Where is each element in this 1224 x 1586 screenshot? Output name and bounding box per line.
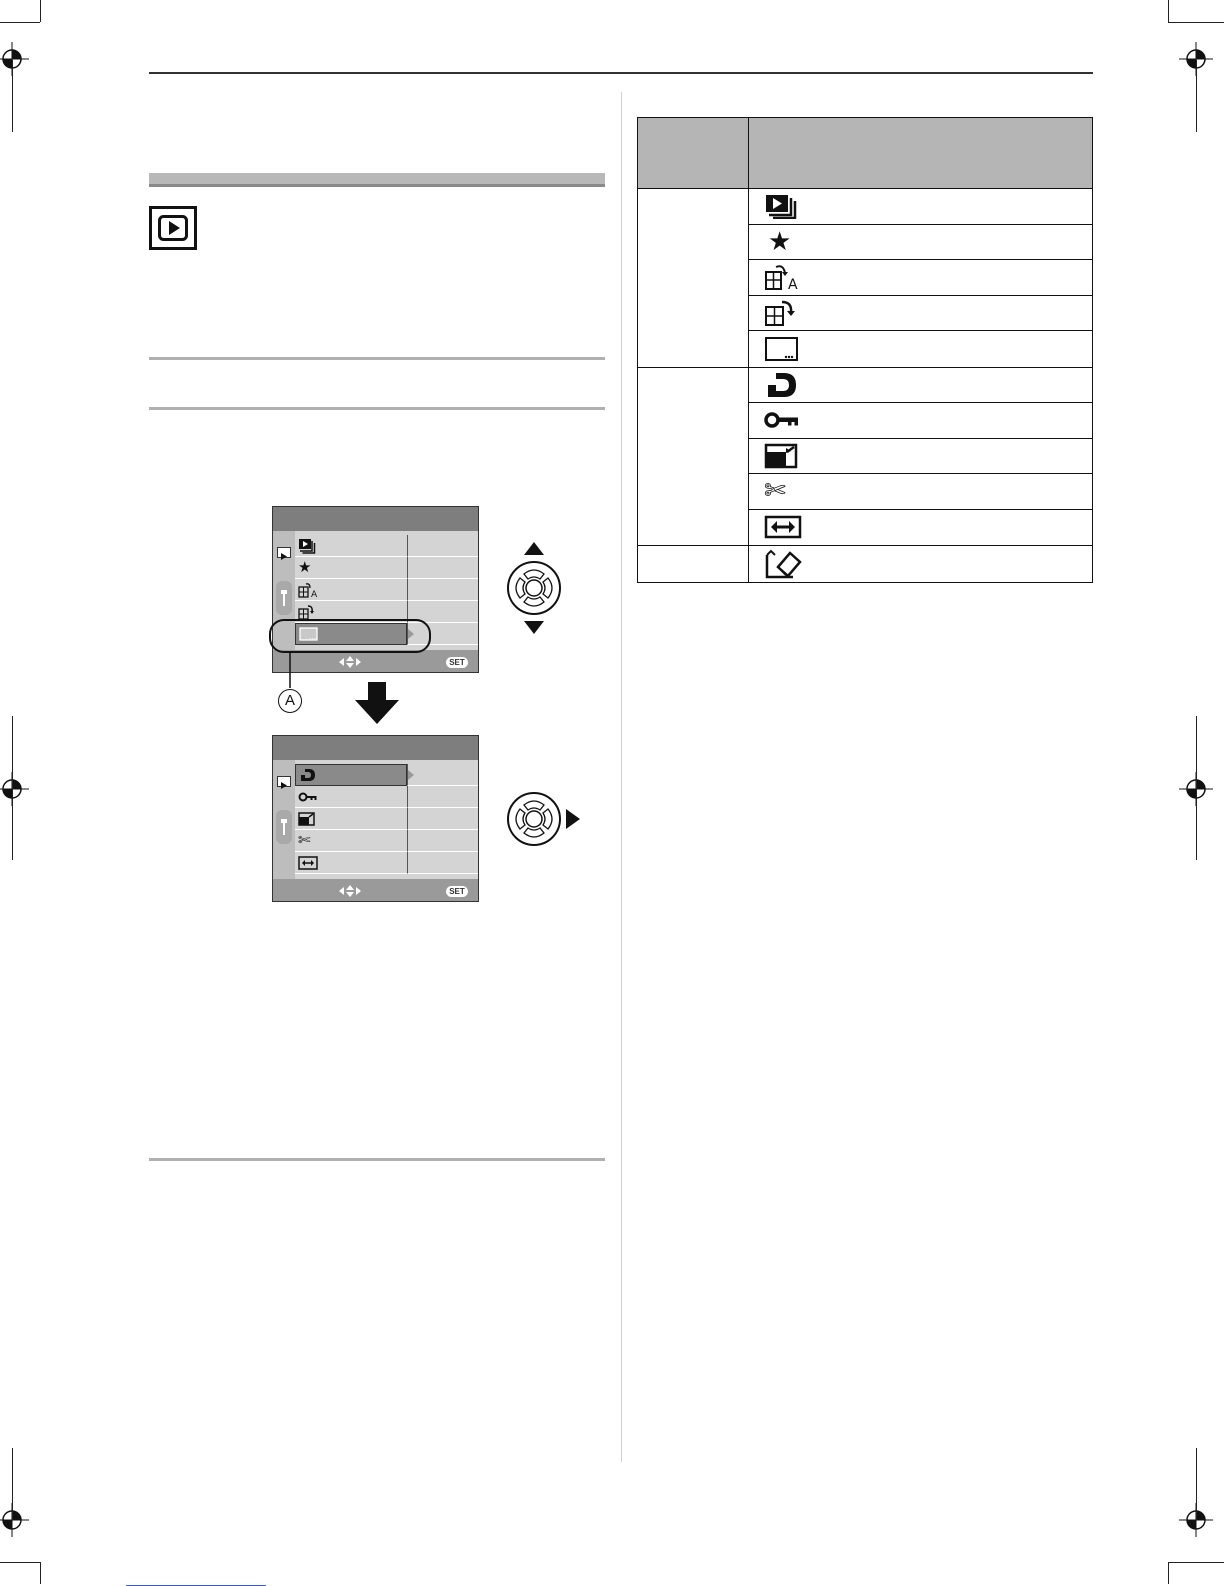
cursor-pad-up-down-icon (502, 540, 566, 636)
svg-text:A: A (311, 589, 318, 598)
crop-mark (1168, 1562, 1224, 1563)
protect-key-icon (764, 410, 800, 430)
playback-tab-icon (277, 547, 291, 558)
table-row (749, 296, 1092, 332)
table-group-1 (638, 189, 1092, 368)
menu-row[interactable] (295, 808, 407, 830)
setup-wrench-icon (276, 581, 292, 615)
lcd-bottom-bar (273, 879, 478, 901)
cursor-pad-right-icon (504, 790, 584, 850)
table-row (749, 403, 1092, 439)
playback-tab-icon (277, 776, 291, 787)
format-eraser-icon (764, 549, 804, 579)
slide-show-icon (764, 193, 798, 219)
menu-row[interactable] (295, 852, 407, 874)
menu-row[interactable] (295, 579, 407, 601)
lcd-tabs (273, 760, 295, 879)
step-divider (149, 1158, 605, 1161)
lcd-value-column (407, 764, 478, 874)
header-rule (149, 72, 1093, 74)
trimming-scissors-icon: ✄ (298, 831, 311, 849)
menu-row[interactable] (295, 830, 407, 852)
group-label-cell (638, 368, 749, 546)
crop-mark (0, 22, 40, 23)
rotate-display-icon (298, 582, 320, 598)
menu-items-table (637, 117, 1093, 583)
crop-mark (1196, 60, 1197, 132)
table-row (749, 368, 1092, 404)
table-row (749, 331, 1092, 367)
registration-mark-icon (0, 1503, 29, 1537)
set-badge: SET (446, 657, 468, 668)
resize-icon (298, 812, 316, 826)
favorites-star-icon: ★ (298, 558, 312, 576)
table-row (749, 189, 1092, 225)
crop-mark (0, 1562, 40, 1563)
four-way-arrows-icon (339, 885, 361, 897)
menu-row[interactable] (295, 535, 407, 557)
lcd-menu-list (295, 764, 407, 874)
down-arrow-icon (355, 682, 399, 724)
favorites-star-icon: ★ (768, 226, 792, 257)
rotate-icon (764, 299, 802, 327)
table-row (749, 546, 1092, 582)
crop-mark (1168, 1562, 1169, 1584)
crop-mark (1168, 0, 1169, 22)
step-divider (149, 357, 605, 360)
protect-key-icon (298, 791, 318, 803)
table-header (638, 118, 1092, 189)
group-label-cell (638, 189, 749, 367)
svg-text:…: … (309, 633, 316, 641)
crop-mark (12, 1448, 13, 1520)
crop-mark (1168, 22, 1224, 23)
table-row (749, 439, 1092, 475)
step-divider (149, 407, 605, 410)
print-dpof-icon (299, 767, 317, 783)
aspect-conversion-icon (764, 515, 802, 539)
lcd-title-bar (273, 507, 478, 531)
lcd-title-bar (273, 736, 478, 760)
crop-mark (40, 1562, 41, 1584)
title-edit-icon (764, 336, 800, 362)
registration-mark-icon (0, 772, 29, 806)
table-row (749, 260, 1092, 296)
table-group-3 (638, 546, 1092, 582)
trimming-scissors-icon: ✄ (764, 476, 786, 507)
rotate-display-icon (764, 263, 802, 291)
menu-row-selected[interactable] (295, 764, 407, 786)
aspect-conversion-icon (298, 856, 318, 870)
lcd-screen-menu-page2 (272, 735, 479, 902)
crop-mark (12, 60, 13, 132)
group-label-cell (638, 546, 749, 582)
svg-text:A: A (788, 277, 798, 292)
print-dpof-icon (764, 371, 798, 399)
section-heading-bar (149, 173, 605, 187)
menu-row[interactable] (295, 786, 407, 808)
playback-mode-icon (149, 206, 197, 250)
callout-label-circle (278, 689, 302, 713)
set-badge: SET (446, 886, 468, 897)
registration-mark-icon (0, 42, 29, 76)
resize-icon (764, 443, 800, 469)
crop-mark (1196, 1448, 1197, 1520)
table-row (749, 225, 1092, 261)
crop-mark (1196, 716, 1197, 860)
crop-mark (12, 716, 13, 860)
table-row (749, 474, 1092, 510)
crop-mark (40, 0, 41, 22)
table-group-2 (638, 368, 1092, 547)
callout-label: A (284, 692, 295, 709)
table-row (749, 510, 1092, 546)
menu-row[interactable] (295, 557, 407, 579)
slide-show-icon (298, 538, 316, 554)
setup-wrench-icon (276, 810, 292, 844)
column-divider (621, 92, 622, 1462)
